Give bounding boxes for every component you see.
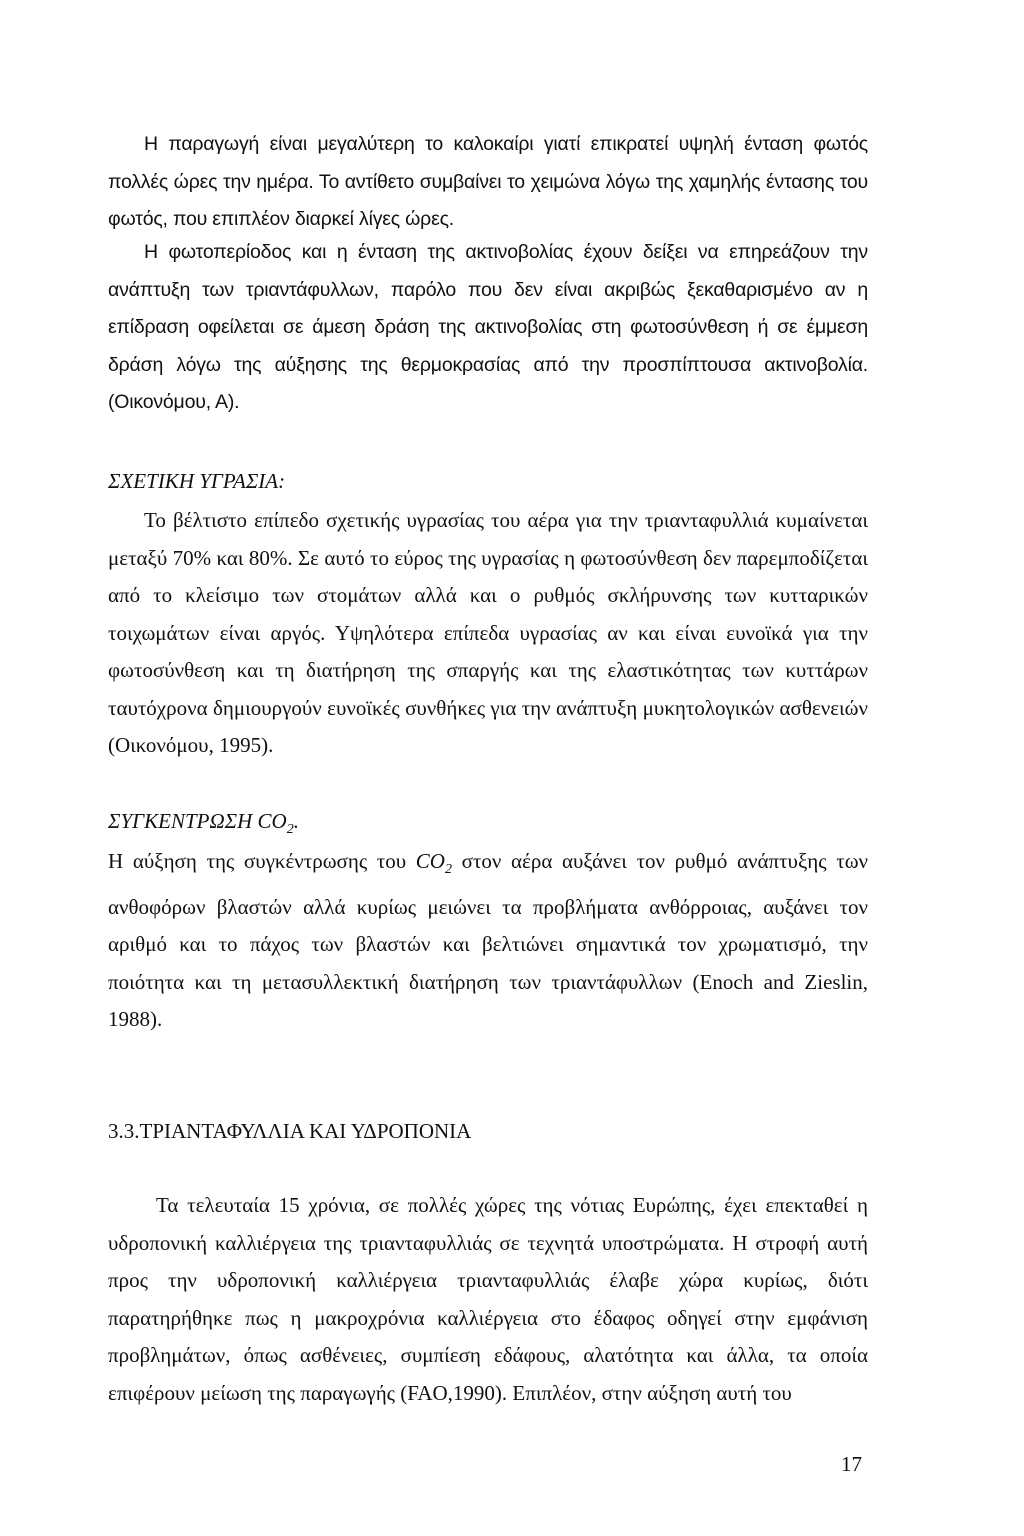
paragraph-relative-humidity: Το βέλτιστο επίπεδο σχετικής υγρασίας του αέρα για την τριανταφυλλιά κυμαίνεται μεταξύ 70% και 80%. Σε αυτό το εύρος της υγρασίας η φωτοσύνθεση δεν παρεμποδίζεται από το κλείσιμο των στομάτων αλλά και ο ρυθμός σκλήρυνσης των κυτταρικών τοιχωμάτων είναι αργός. Υψηλότερα επίπεδα υγρασίας αν και είναι ευνοϊκά για την φωτοσύνθεση και τη διατήρηση της σπαργής και της ελαστικότητας των κυττάρων ταυτόχρονα δημιουργούν ευνοϊκές συνθήκες για την ανάπτυξη μυκητολογικών ασθενειών (Οικονόμου, 1995).: [108, 508, 868, 757]
co2-formula: [415, 849, 452, 878]
paragraph-light-intensity: Η παραγωγή είναι μεγαλύτερη το καλοκαίρι γιατί επικρατεί υψηλή ένταση φωτός πολλές ώρες την ημέρα. Το αντίθετο συμβαίνει το χειμώνα λόγω της χαμηλής έντασης του φωτός, που επιπλέον διαρκεί λίγες ώρες.: [108, 133, 868, 230]
co2-text-before: Η αύξηση της συγκέντρωσης του: [108, 849, 407, 873]
co2-formula-letters: CO: [415, 849, 445, 873]
heading-co2-subscript: 2: [286, 822, 294, 838]
section-title-rose-hydroponics: 3.3.ΤΡΙΑΝΤΑΦΥΛΛΙΑ ΚΑΙ ΥΔΡΟΠΟΝΙΑ: [108, 1119, 472, 1143]
heading-co2-suffix: .: [293, 809, 299, 833]
paragraph-hydroponics: Τα τελευταία 15 χρόνια, σε πολλές χώρες της νότιας Ευρώπης, έχει επεκταθεί η υδροπονική καλλιέργεια της τριανταφυλλιάς σε τεχνητά υποστρώματα. Η στροφή αυτή προς την υδροπονική καλλιέργεια τριανταφυλλιάς έλαβε χώρα κυρίως, διότι παρατηρήθηκε πως η μακροχρόνια καλλιέργεια στο έδαφος οδηγεί στην εμφάνιση προβλημάτων, όπως ασθένειες, συμπίεση εδάφους, αλατότητα και άλλα, τα οποία επιφέρουν μείωση της παραγωγής (FAO,1990). Επιπλέον, στην αύξηση αυτή του: [108, 1193, 868, 1405]
co2-text-after: στον αέρα αυξάνει τον ρυθμό ανάπτυξης των ανθοφόρων βλαστών αλλά κυρίως μειώνει τα προβλήματα ανθόρροιας, αυξάνει τον αριθμό και το πάχος των βλαστών και βελτιώνει σημαντικά τον χρωματισμό, την ποιότητα και τη μετασυλλεκτική διατήρηση των τριαντάφυλλων (Enoch and Zieslin, 1988).: [108, 849, 869, 1032]
paragraph-photoperiod: Η φωτοπερίοδος και η ένταση της ακτινοβολίας έχουν δείξει να επηρεάζουν την ανάπτυξη των τριαντάφυλλων, παρόλο που δεν είναι ακριβώς ξεκαθαρισμένο αν η επίδραση οφείλεται σε άμεση δράση της ακτινοβολίας στη φωτοσύνθεση ή σε έμμεση δράση λόγω της αύξησης της θερμοκρασίας από την προσπίπτουσα ακτινοβολία. (Οικονόμου, Α).: [108, 241, 868, 413]
heading-co2-concentration: [108, 806, 299, 845]
heading-co2-prefix: ΣΥΓΚΕΝΤΡΩΣΗ CO: [108, 809, 287, 833]
page-number: 17: [841, 1452, 862, 1476]
paragraph-co2-concentration: [108, 843, 868, 1039]
heading-relative-humidity: ΣΧΕΤΙΚΗ ΥΓΡΑΣΙΑ:: [108, 469, 286, 493]
co2-formula-subscript: 2: [444, 862, 452, 878]
